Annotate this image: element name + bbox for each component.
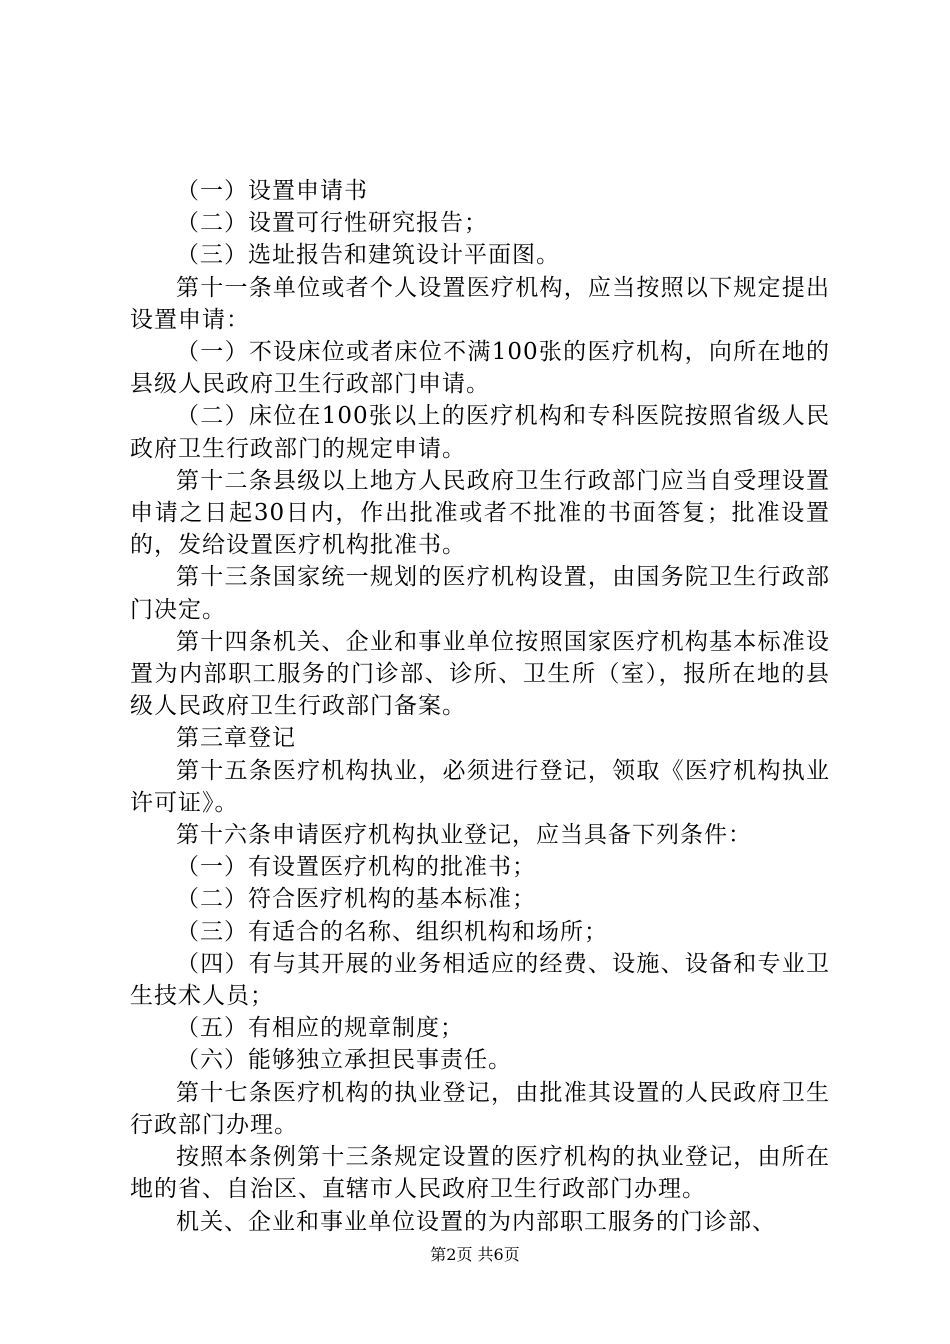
paragraph-11: 第十五条医疗机构执业，必须进行登记，领取《医疗机构执业许可证》。 — [130, 757, 830, 816]
paragraph-20: 按照本条例第十三条规定设置的医疗机构的执业登记，由所在地的省、自治区、直辖市人民政府卫生行政部门办理。 — [130, 1144, 830, 1203]
paragraph-2: （二）设置可行性研究报告； — [176, 210, 488, 237]
paragraph-12: 第十六条申请医疗机构执业登记，应当具备下列条件： — [176, 822, 752, 849]
paragraph-15: （三）有适合的名称、组织机构和场所； — [176, 918, 608, 945]
page-number-label: 第2页 共6页 — [430, 1245, 520, 1264]
paragraph-18: （六）能够独立承担民事责任。 — [176, 1047, 512, 1074]
paragraph-7: 第十二条县级以上地方人民政府卫生行政部门应当自受理设置申请之日起30日内，作出批准或者不批准的书面答复；批准设置的，发给设置医疗机构批准书。 — [130, 467, 830, 559]
paragraph-3: （三）选址报告和建筑设计平面图。 — [176, 242, 560, 269]
document-body — [130, 175, 830, 1238]
paragraph-5: （一）不设床位或者床位不满100张的医疗机构，向所在地的县级人民政府卫生行政部门申请。 — [130, 339, 830, 398]
paragraph-16: （四）有与其开展的业务相适应的经费、设施、设备和专业卫生技术人员； — [130, 950, 830, 1010]
paragraph-17: （五）有相应的规章制度； — [176, 1015, 464, 1042]
paragraph-9: 第十四条机关、企业和事业单位按照国家医疗机构基本标准设置为内部职工服务的门诊部、诊所、卫生所（室），报所在地的县级人民政府卫生行政部门备案。 — [130, 628, 830, 720]
paragraph-1: （一）设置申请书 — [176, 178, 368, 204]
paragraph-13: （一）有设置医疗机构的批准书； — [176, 854, 536, 881]
paragraph-4: 第十一条单位或者个人设置医疗机构，应当按照以下规定提出设置申请： — [130, 274, 830, 333]
chapter-heading: 第三章登记 — [176, 725, 296, 752]
paragraph-14: （二）符合医疗机构的基本标准； — [176, 886, 536, 913]
page-footer — [0, 1245, 950, 1265]
paragraph-8: 第十三条国家统一规划的医疗机构设置，由国务院卫生行政部门决定。 — [130, 564, 830, 623]
paragraph-6: （二）床位在100张以上的医疗机构和专科医院按照省级人民政府卫生行政部门的规定申请。 — [130, 403, 830, 462]
paragraph-21: 机关、企业和事业单位设置的为内部职工服务的门诊部、 — [176, 1208, 776, 1235]
paragraph-19: 第十七条医疗机构的执业登记，由批准其设置的人民政府卫生行政部门办理。 — [130, 1079, 830, 1138]
